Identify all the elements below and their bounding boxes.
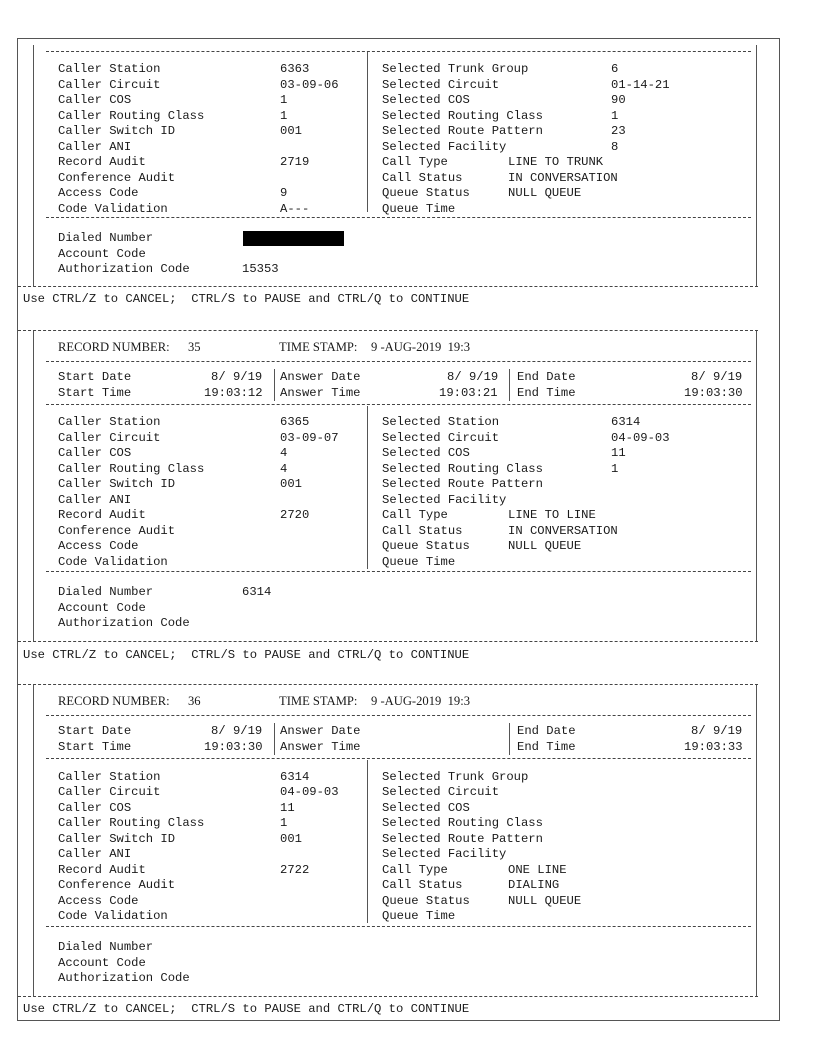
code-validation-label: Code Validation (58, 909, 168, 923)
call-status-label: Call Status (382, 524, 463, 538)
caller-circuit-value: 03-09-07 (280, 431, 339, 445)
divider (46, 404, 751, 405)
caller-switch-id-value: 001 (280, 832, 302, 846)
caller-circuit-label: Caller Circuit (58, 78, 161, 92)
end-time-value: 19:03:30 (684, 386, 743, 400)
selected-cos-label: Selected COS (382, 93, 470, 107)
selected-trunk-group-value: 6 (611, 62, 619, 76)
call-type-label: Call Type (382, 508, 448, 522)
caller-routing-class-value: 1 (280, 109, 288, 123)
queue-time-label: Queue Time (382, 555, 456, 569)
time-stamp-label: TIME STAMP: (279, 340, 358, 354)
authorization-code-label: Authorization Code (58, 262, 190, 276)
queue-time-label: Queue Time (382, 909, 456, 923)
access-code-label: Access Code (58, 894, 139, 908)
queue-status-value: NULL QUEUE (508, 539, 582, 553)
record-number-label: RECORD NUMBER: (58, 340, 170, 354)
caller-ani-label: Caller ANI (58, 140, 132, 154)
queue-time-label: Queue Time (382, 202, 456, 216)
call-type-value: LINE TO LINE (508, 508, 596, 522)
divider (18, 286, 758, 287)
call-status-label: Call Status (382, 171, 463, 185)
account-code-label: Account Code (58, 956, 146, 970)
record-audit-label: Record Audit (58, 863, 146, 877)
caller-routing-class-label: Caller Routing Class (58, 816, 205, 830)
record-number-value: 35 (188, 340, 201, 354)
call-type-value: ONE LINE (508, 863, 567, 877)
call-status-value: DIALING (508, 878, 560, 892)
conference-audit-label: Conference Audit (58, 524, 176, 538)
start-date-label: Start Date (58, 724, 132, 738)
caller-switch-id-value: 001 (280, 124, 302, 138)
end-date-label: End Date (517, 724, 576, 738)
divider (46, 361, 751, 362)
queue-status-value: NULL QUEUE (508, 186, 582, 200)
divider (46, 217, 751, 218)
column-divider (367, 52, 368, 212)
end-date-value: 8/ 9/19 (691, 724, 743, 738)
selected-route-pattern-value: 23 (611, 124, 626, 138)
divider (18, 996, 758, 997)
record-number-label: RECORD NUMBER: (58, 694, 170, 708)
end-time-label: End Time (517, 740, 576, 754)
call-status-label: Call Status (382, 878, 463, 892)
selected-trunk-group-label: Selected Trunk Group (382, 62, 529, 76)
border-left (33, 45, 34, 286)
queue-status-label: Queue Status (382, 894, 470, 908)
authorization-code-value: 15353 (242, 262, 279, 276)
start-date-label: Start Date (58, 370, 132, 384)
end-time-label: End Time (517, 386, 576, 400)
answer-time-value: 19:03:21 (439, 386, 498, 400)
dialed-number-value: 6314 (242, 585, 272, 599)
selected-facility-label: Selected Facility (382, 140, 507, 154)
caller-cos-label: Caller COS (58, 93, 132, 107)
record-audit-value: 2722 (280, 863, 310, 877)
start-date-value: 8/ 9/19 (211, 724, 263, 738)
border-right (756, 331, 757, 641)
divider (46, 926, 751, 927)
caller-circuit-label: Caller Circuit (58, 785, 161, 799)
caller-routing-class-label: Caller Routing Class (58, 462, 205, 476)
selected-facility-value: 8 (611, 140, 619, 154)
selected-routing-class-label: Selected Routing Class (382, 462, 543, 476)
caller-station-value: 6363 (280, 62, 310, 76)
terminal-window (17, 38, 780, 1021)
caller-station-label: Caller Station (58, 770, 161, 784)
selected-cos-label: Selected COS (382, 446, 470, 460)
column-divider (509, 723, 510, 755)
caller-routing-class-value: 1 (280, 816, 288, 830)
caller-circuit-value: 04-09-03 (280, 785, 339, 799)
dialed-number-label: Dialed Number (58, 940, 154, 954)
access-code-label: Access Code (58, 539, 139, 553)
selected-facility-label: Selected Facility (382, 847, 507, 861)
border-left (33, 331, 34, 641)
selected-routing-class-value: 1 (611, 462, 619, 476)
column-divider (274, 723, 275, 755)
redaction-box (243, 231, 344, 246)
authorization-code-label: Authorization Code (58, 971, 190, 985)
account-code-label: Account Code (58, 601, 146, 615)
caller-cos-value: 1 (280, 93, 288, 107)
selected-station-label: Selected Station (382, 415, 500, 429)
caller-station-label: Caller Station (58, 415, 161, 429)
divider (18, 641, 758, 642)
end-date-label: End Date (517, 370, 576, 384)
caller-routing-class-label: Caller Routing Class (58, 109, 205, 123)
code-validation-label: Code Validation (58, 202, 168, 216)
call-status-value: IN CONVERSATION (508, 171, 618, 185)
caller-station-label: Caller Station (58, 62, 161, 76)
start-time-value: 19:03:12 (204, 386, 263, 400)
control-hint: Use CTRL/Z to CANCEL; CTRL/S to PAUSE and CTRL/Q to CONTINUE (23, 648, 470, 662)
start-time-label: Start Time (58, 740, 132, 754)
caller-circuit-label: Caller Circuit (58, 431, 161, 445)
divider (46, 571, 751, 572)
selected-cos-value: 11 (611, 446, 626, 460)
caller-cos-label: Caller COS (58, 801, 132, 815)
border-right (756, 45, 757, 286)
divider (46, 758, 751, 759)
caller-switch-id-label: Caller Switch ID (58, 832, 176, 846)
selected-route-pattern-label: Selected Route Pattern (382, 832, 543, 846)
divider (46, 51, 751, 52)
answer-date-label: Answer Date (280, 370, 361, 384)
divider (18, 330, 758, 331)
selected-cos-value: 90 (611, 93, 626, 107)
dialed-number-label: Dialed Number (58, 585, 154, 599)
selected-routing-class-label: Selected Routing Class (382, 109, 543, 123)
selected-facility-label: Selected Facility (382, 493, 507, 507)
border-right (756, 685, 757, 996)
caller-ani-label: Caller ANI (58, 847, 132, 861)
queue-status-label: Queue Status (382, 186, 470, 200)
caller-cos-value: 11 (280, 801, 295, 815)
conference-audit-label: Conference Audit (58, 878, 176, 892)
selected-circuit-label: Selected Circuit (382, 431, 500, 445)
account-code-label: Account Code (58, 247, 146, 261)
end-time-value: 19:03:33 (684, 740, 743, 754)
record-number-value: 36 (188, 694, 201, 708)
time-stamp-value: 9 -AUG-2019 19:3 (371, 340, 470, 354)
caller-cos-value: 4 (280, 446, 288, 460)
selected-circuit-value: 01-14-21 (611, 78, 670, 92)
record-audit-label: Record Audit (58, 155, 146, 169)
control-hint: Use CTRL/Z to CANCEL; CTRL/S to PAUSE and CTRL/Q to CONTINUE (23, 1002, 470, 1016)
call-type-label: Call Type (382, 863, 448, 877)
caller-switch-id-label: Caller Switch ID (58, 124, 176, 138)
record-audit-label: Record Audit (58, 508, 146, 522)
caller-ani-label: Caller ANI (58, 493, 132, 507)
divider (18, 684, 758, 685)
answer-date-value: 8/ 9/19 (447, 370, 499, 384)
selected-cos-label: Selected COS (382, 801, 470, 815)
caller-switch-id-label: Caller Switch ID (58, 477, 176, 491)
caller-circuit-value: 03-09-06 (280, 78, 339, 92)
queue-status-value: NULL QUEUE (508, 894, 582, 908)
selected-route-pattern-label: Selected Route Pattern (382, 477, 543, 491)
border-left (33, 685, 34, 996)
record-audit-value: 2719 (280, 155, 310, 169)
answer-time-label: Answer Time (280, 386, 361, 400)
selected-routing-class-label: Selected Routing Class (382, 816, 543, 830)
selected-trunk-group-label: Selected Trunk Group (382, 770, 529, 784)
divider (46, 715, 751, 716)
access-code-label: Access Code (58, 186, 139, 200)
selected-routing-class-value: 1 (611, 109, 619, 123)
code-validation-value: A--- (280, 202, 310, 216)
time-stamp-label: TIME STAMP: (279, 694, 358, 708)
selected-circuit-value: 04-09-03 (611, 431, 670, 445)
call-type-label: Call Type (382, 155, 448, 169)
answer-time-label: Answer Time (280, 740, 361, 754)
dialed-number-label: Dialed Number (58, 231, 154, 245)
access-code-value: 9 (280, 186, 288, 200)
authorization-code-label: Authorization Code (58, 616, 190, 630)
selected-station-value: 6314 (611, 415, 641, 429)
start-time-value: 19:03:30 (204, 740, 263, 754)
selected-circuit-label: Selected Circuit (382, 78, 500, 92)
conference-audit-label: Conference Audit (58, 171, 176, 185)
control-hint: Use CTRL/Z to CANCEL; CTRL/S to PAUSE and CTRL/Q to CONTINUE (23, 292, 470, 306)
queue-status-label: Queue Status (382, 539, 470, 553)
caller-switch-id-value: 001 (280, 477, 302, 491)
code-validation-label: Code Validation (58, 555, 168, 569)
start-date-value: 8/ 9/19 (211, 370, 263, 384)
record-audit-value: 2720 (280, 508, 310, 522)
start-time-label: Start Time (58, 386, 132, 400)
column-divider (509, 369, 510, 401)
caller-station-value: 6314 (280, 770, 310, 784)
time-stamp-value: 9 -AUG-2019 19:3 (371, 694, 470, 708)
end-date-value: 8/ 9/19 (691, 370, 743, 384)
column-divider (274, 369, 275, 401)
caller-routing-class-value: 4 (280, 462, 288, 476)
caller-cos-label: Caller COS (58, 446, 132, 460)
call-type-value: LINE TO TRUNK (508, 155, 604, 169)
call-status-value: IN CONVERSATION (508, 524, 618, 538)
selected-circuit-label: Selected Circuit (382, 785, 500, 799)
caller-station-value: 6365 (280, 415, 310, 429)
selected-route-pattern-label: Selected Route Pattern (382, 124, 543, 138)
answer-date-label: Answer Date (280, 724, 361, 738)
column-divider (367, 760, 368, 923)
column-divider (367, 406, 368, 569)
